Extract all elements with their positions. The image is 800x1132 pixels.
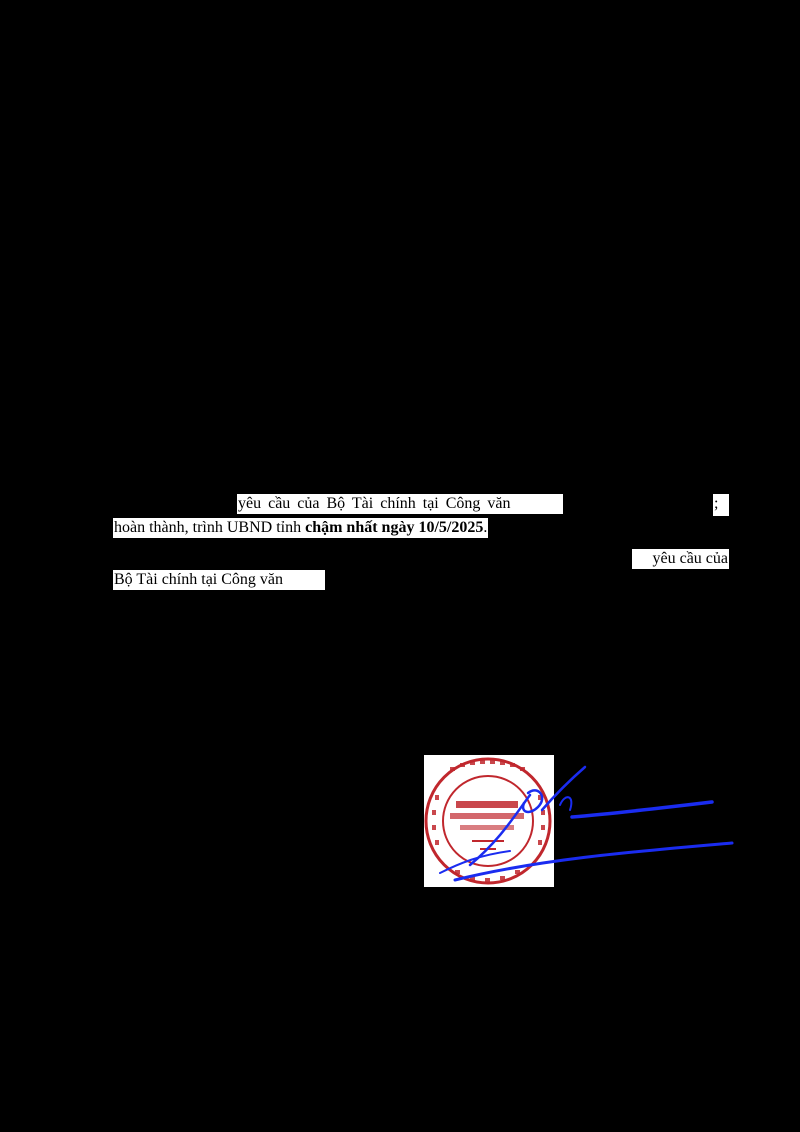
paragraph-2-line-1 (632, 549, 729, 569)
stamp-signature-graphic (420, 755, 740, 890)
deadline-text: chậm nhất ngày 10/5/2025 (305, 519, 484, 536)
official-stamp-icon (424, 755, 554, 887)
paragraph-2-line-2 (113, 570, 325, 590)
paragraph-1-line-1 (237, 494, 563, 514)
paragraph-1-line-2 (113, 518, 488, 538)
paragraph-2-line-1-text: yêu cầu của (652, 550, 728, 567)
paragraph-1-line-2-prefix: hoàn thành, trình UBND tỉnh (114, 519, 306, 536)
paragraph-1-line-1-text: yêu cầu của Bộ Tài chính tại Công văn (238, 495, 511, 512)
paragraph-1-line-2-suffix: . (483, 519, 488, 536)
paragraph-1-line-1-end (713, 494, 729, 516)
paragraph-2-line-2-text: Bộ Tài chính tại Công văn (114, 571, 284, 588)
paragraph-1-line-1-trailing: ; (714, 495, 719, 512)
stamp-and-signature (420, 755, 740, 890)
